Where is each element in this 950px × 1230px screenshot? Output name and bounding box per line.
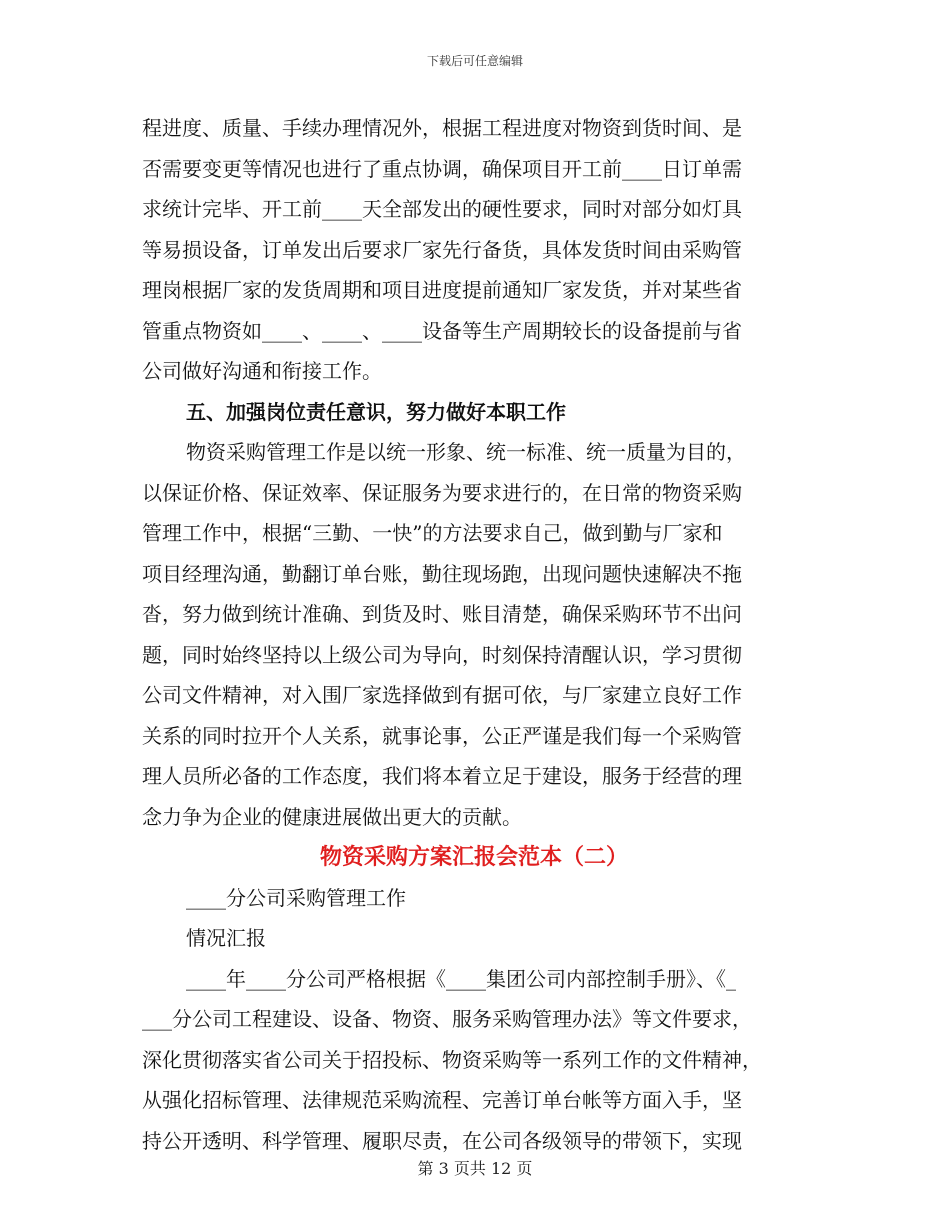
body-line: ___分公司工程建设、设备、物资、服务采购管理办法》等文件要求， bbox=[142, 1007, 752, 1031]
page-footer: 第 3 页共 12 页 bbox=[417, 1159, 533, 1178]
body-line: ____年____分公司严格根据《____集团公司内部控制手册》、《_ bbox=[186, 966, 736, 991]
body-line: 等易损设备，订单发出后要求厂家先行备货，具体发货时间由采购管 bbox=[142, 237, 742, 262]
section-heading: 五、加强岗位责任意识，努力做好本职工作 bbox=[186, 399, 566, 424]
body-line: 题，同时始终坚持以上级公司为导向，时刻保持清醒认识，学习贯彻 bbox=[142, 642, 742, 667]
body-line: 关系的同时拉开个人关系，就事论事，公正严谨是我们每一个采购管 bbox=[142, 723, 742, 748]
document-body bbox=[142, 108, 806, 1161]
page-header: 下载后可任意编辑 bbox=[426, 54, 523, 68]
body-line: 管理工作中，根据“三勤、一快”的方法要求自己，做到勤与厂家和 bbox=[142, 521, 723, 545]
body-line: ____分公司采购管理工作 bbox=[186, 885, 406, 910]
body-line: 物资采购管理工作是以统一形象、统一标准、统一质量为目的， bbox=[186, 440, 746, 464]
body-line: 情况汇报 bbox=[186, 926, 266, 950]
body-line: 管重点物资如____、____、____设备等生产周期较长的设备提前与省 bbox=[142, 318, 742, 343]
body-line: 理人员所必备的工作态度，我们将本着立足于建设，服务于经营的理 bbox=[142, 764, 742, 788]
body-line: 求统计完毕、开工前____天全部发出的硬性要求，同时对部分如灯具 bbox=[142, 197, 742, 221]
body-line: 公司文件精神，对入围厂家选择做到有据可依，与厂家建立良好工作 bbox=[142, 683, 742, 707]
body-line: 理岗根据厂家的发货周期和项目进度提前通知厂家发货，并对某些省 bbox=[142, 278, 742, 302]
body-line: 深化贯彻落实省公司关于招投标、物资采购等一系列工作的文件精神， bbox=[142, 1047, 762, 1072]
body-line: 公司做好沟通和衔接工作。 bbox=[142, 359, 382, 383]
body-line: 否需要变更等情况也进行了重点协调，确保项目开工前____日订单需 bbox=[142, 156, 742, 181]
document-title: 物资采购方案汇报会范本（二） bbox=[319, 844, 628, 870]
body-line: 从强化招标管理、法律规范采购流程、完善订单台帐等方面入手，坚 bbox=[142, 1088, 742, 1112]
body-line: 程进度、质量、手续办理情况外，根据工程进度对物资到货时间、是 bbox=[142, 116, 742, 140]
body-line: 以保证价格、保证效率、保证服务为要求进行的，在日常的物资采购 bbox=[142, 480, 742, 505]
body-line: 项目经理沟通，勤翻订单台账，勤往现场跑，出现问题快速解决不拖 bbox=[142, 561, 742, 586]
body-line: 持公开透明、科学管理、履职尽责，在公司各级领导的带领下，实现 bbox=[142, 1128, 742, 1153]
body-line: 念力争为企业的健康进展做出更大的贡献。 bbox=[142, 804, 522, 829]
body-line: 沓，努力做到统计准确、到货及时、账目清楚，确保采购环节不出问 bbox=[142, 602, 742, 626]
